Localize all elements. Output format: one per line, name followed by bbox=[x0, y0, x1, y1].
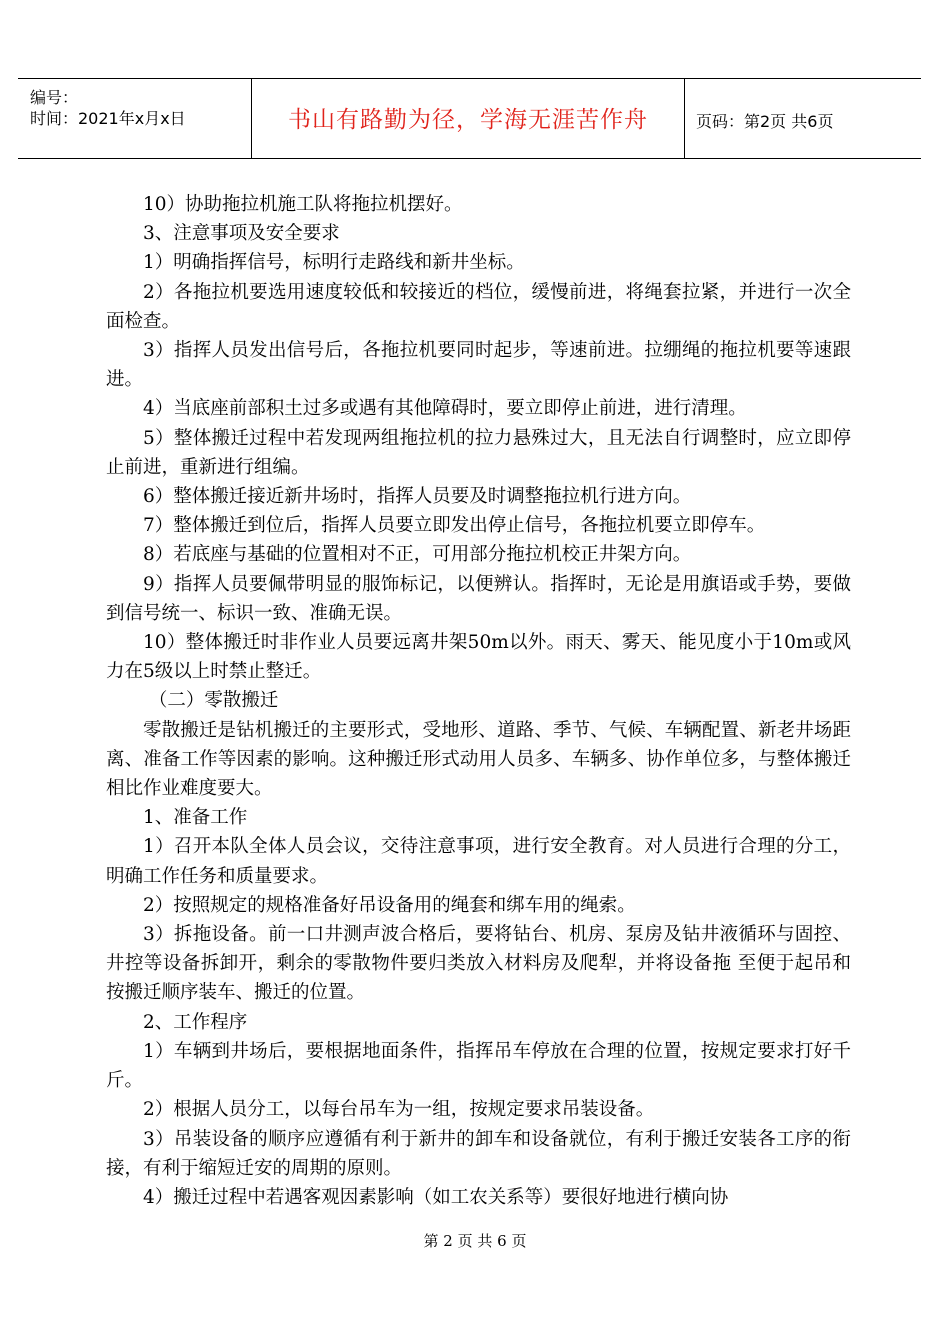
page-footer: 第 2 页 共 6 页 bbox=[423, 1232, 527, 1250]
paragraph: 3）指挥人员发出信号后，各拖拉机要同时起步，等速前进。拉绷绳的拖拉机要等速跟进。 bbox=[106, 340, 851, 391]
section-heading: 3、注意事项及安全要求 bbox=[143, 223, 340, 245]
paragraph: 2）各拖拉机要选用速度较低和较接近的档位，缓慢前进，将绳套拉紧，并进行一次全面检查。 bbox=[106, 281, 851, 332]
header-motto-cell bbox=[251, 79, 685, 158]
paragraph: 1）明确指挥信号，标明行走路线和新井坐标。 bbox=[143, 252, 525, 274]
header-page-cell bbox=[684, 79, 921, 158]
paragraph: 1）召开本队全体人员会议，交待注意事项，进行安全教育。对人员进行合理的分工，明确工作任务和质量要求。 bbox=[106, 836, 851, 887]
paragraph: 4）当底座前部积土过多或遇有其他障碍时，要立即停止前进，进行清理。 bbox=[143, 398, 747, 420]
paragraph: 2）按照规定的规格准备好吊设备用的绳套和绑车用的绳索。 bbox=[143, 894, 636, 916]
header-page-info: 页码：第2页 共6页 bbox=[696, 112, 834, 131]
section-heading: 1、准备工作 bbox=[143, 807, 248, 829]
paragraph: 10）整体搬迁时非作业人员要远离井架50m以外。雨天、雾天、能见度小于10m或风力在5级以上时禁止整迁。 bbox=[106, 632, 851, 683]
section-heading: 2、工作程序 bbox=[143, 1011, 248, 1033]
header-motto: 书山有路勤为径，学海无涯苦作舟 bbox=[288, 107, 648, 133]
section-heading: （二）零散搬迁 bbox=[143, 690, 279, 712]
header-meta-cell bbox=[18, 79, 251, 158]
document-number-label: 编号： bbox=[30, 88, 79, 107]
document-date: 时间：2021年x月x日 bbox=[30, 109, 186, 128]
paragraph: 9）指挥人员要佩带明显的服饰标记，以便辨认。指挥时，无论是用旗语或手势，要做到信号统一、标识一致、准确无误。 bbox=[106, 573, 851, 624]
paragraph: 零散搬迁是钻机搬迁的主要形式，受地形、道路、季节、气候、车辆配置、新老井场距离、准备工作等因素的影响。这种搬迁形式动用人员多、车辆多、协作单位多，与整体搬迁相比作业难度要大。 bbox=[106, 719, 851, 800]
paragraph: 10）协助拖拉机施工队将拖拉机摆好。 bbox=[143, 194, 463, 215]
paragraph: 6）整体搬迁接近新井场时，指挥人员要及时调整拖拉机行进方向。 bbox=[143, 486, 692, 508]
paragraph: 8）若底座与基础的位置相对不正，可用部分拖拉机校正井架方向。 bbox=[143, 544, 692, 566]
paragraph: 4）搬迁过程中若遇客观因素影响（如工农关系等）要很好地进行横向协 bbox=[143, 1186, 729, 1208]
paragraph: 7）整体搬迁到位后，指挥人员要立即发出停止信号，各拖拉机要立即停车。 bbox=[143, 515, 766, 537]
paragraph: 3）拆拖设备。前一口井测声波合格后，要将钻台、机房、泵房及钻井液循环与固控、井控等设备拆卸开，剩余的零散物件要归类放入材料房及爬犁，并将设备拖 至便于起吊和按搬迁顺序装车、搬迁的位置。 bbox=[106, 924, 851, 1004]
paragraph: 3）吊装设备的顺序应遵循有利于新井的卸车和设备就位，有利于搬迁安装各工序的衔接，有利于缩短迁安的周期的原则。 bbox=[106, 1128, 851, 1179]
paragraph: 5）整体搬迁过程中若发现两组拖拉机的拉力悬殊过大，且无法自行调整时，应立即停止前进，重新进行组编。 bbox=[106, 427, 851, 478]
paragraph: 1）车辆到井场后，要根据地面条件，指挥吊车停放在合理的位置，按规定要求打好千斤。 bbox=[106, 1040, 851, 1092]
page-header bbox=[18, 78, 921, 159]
header-meta bbox=[30, 87, 186, 129]
paragraph: 2）根据人员分工，以每台吊车为一组，按规定要求吊装设备。 bbox=[143, 1099, 655, 1121]
document-body bbox=[106, 190, 851, 1212]
